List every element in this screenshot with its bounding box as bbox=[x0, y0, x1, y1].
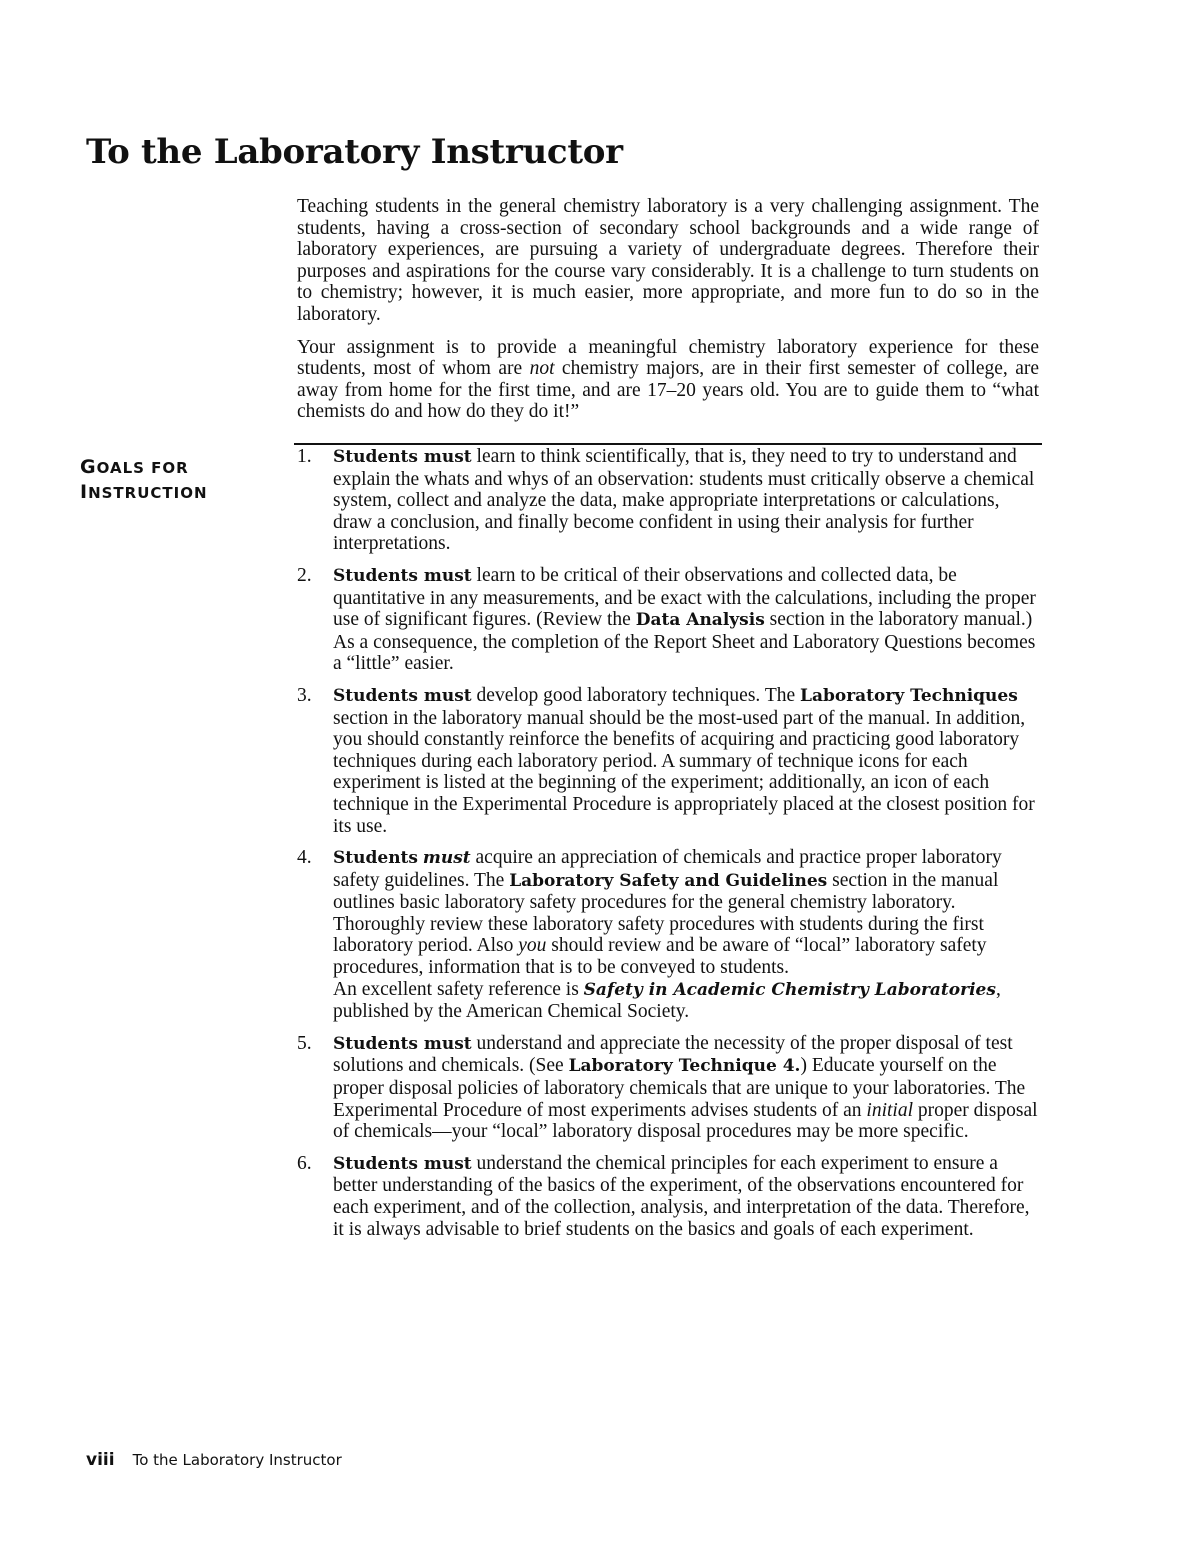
goal-text: Students must acquire an appreciation of chemicals and practice proper laboratory safety guidelines. The Laboratory Safety and Guidelines section in the manual outlines basic laboratory safety procedures for the general chemistry laboratory. Thoroughly review these laboratory safety procedures with students during the first laboratory period. Also you should review and be aware of “local” laboratory safety procedures, information that is to be conveyed to students. An excellent safety reference is Safety in Academic Chemistry Laboratories, published by the American Chemical Society. bbox=[333, 847, 1002, 1023]
goal-number: 3. bbox=[297, 684, 312, 706]
goal-item-4 bbox=[297, 847, 1039, 1023]
goal-item-3 bbox=[297, 685, 1039, 837]
goal-item-1 bbox=[297, 446, 1039, 555]
goal-number: 2. bbox=[297, 564, 312, 586]
goal-text: Students must learn to think scientifically, that is, they need to try to understand and explain the whats and whys of an observation: students must critically observe a chemical system, collect and analyze the data, make appropriate interpretations or calculations, draw a conclusion, and finally become confident in using their analysis for further interpretations. bbox=[333, 446, 1035, 555]
goal-number: 5. bbox=[297, 1032, 312, 1054]
goal-item-5 bbox=[297, 1033, 1039, 1143]
goal-text: Students must learn to be critical of their observations and collected data, be quantitative in any measurements, and be exact with the calculations, including the proper use of significant figures. (Review the Data Analysis section in the laboratory manual.) As a consequence, the completion of the Report Sheet and Laboratory Questions becomes a “little” easier. bbox=[333, 564, 1036, 675]
section-divider bbox=[294, 443, 1042, 445]
goal-item-6 bbox=[297, 1153, 1039, 1240]
goals-list bbox=[297, 446, 1039, 1250]
intro-section bbox=[297, 196, 1039, 434]
goal-text: Students must understand the chemical principles for each experiment to ensure a better understanding of the basics of the experiment, of the observations encountered for each experiment, and of the collection, analysis, and interpretation of the data. Therefore, it is always advisable to brief students on the basics and goals of each experiment. bbox=[333, 1152, 1030, 1240]
page-title: To the Laboratory Instructor bbox=[86, 132, 623, 172]
goal-text: Students must develop good laboratory techniques. The Laboratory Techniques section in the laboratory manual should be the most-used part of the manual. In addition, you should constantly reinforce the benefits of acquiring and practicing good laboratory techniques during each laboratory period. A summary of technique icons for each experiment is listed at the beginning of the experiment; additionally, an icon of each technique in the Experimental Procedure is appropriately placed at the closest position for its use. bbox=[333, 684, 1035, 837]
page-footer bbox=[86, 1450, 342, 1470]
goal-number: 1. bbox=[297, 446, 312, 467]
page-number: viii bbox=[86, 1450, 115, 1470]
intro-paragraph-1: Teaching students in the general chemistry laboratory is a very challenging assignment. The students, having a cross-section of secondary school backgrounds and a wide range of laboratory experiences, are pursuing a variety of undergraduate degrees. Therefore their purposes and aspirations for the course vary considerably. It is a challenge to turn students on to chemistry; however, it is much easier, more appropriate, and more fun to do so in the laboratory. bbox=[297, 196, 1039, 325]
goal-number: 6. bbox=[297, 1152, 312, 1174]
goal-item-2 bbox=[297, 565, 1039, 675]
sidebar-heading-goals: GOALS FOR INSTRUCTION bbox=[80, 456, 208, 503]
intro-paragraph-2: Your assignment is to provide a meaningful chemistry laboratory experience for these students, most of whom are not chemistry majors, are in their first semester of college, are away from home for the first time, and are 17–20 years old. You are to guide them to “what chemists do and how do they do it!” bbox=[297, 336, 1040, 423]
running-title: To the Laboratory Instructor bbox=[132, 1451, 342, 1469]
goal-number: 4. bbox=[297, 847, 312, 869]
goal-text: Students must understand and appreciate the necessity of the proper disposal of test solutions and chemicals. (See Laboratory Technique 4.) Educate yourself on the proper disposal policies of laboratory chemicals that are unique to your laboratories. The Experimental Procedure of most experiments advises students of an initial proper disposal of chemicals—your “local” laboratory disposal procedures may be more specific. bbox=[333, 1032, 1038, 1143]
